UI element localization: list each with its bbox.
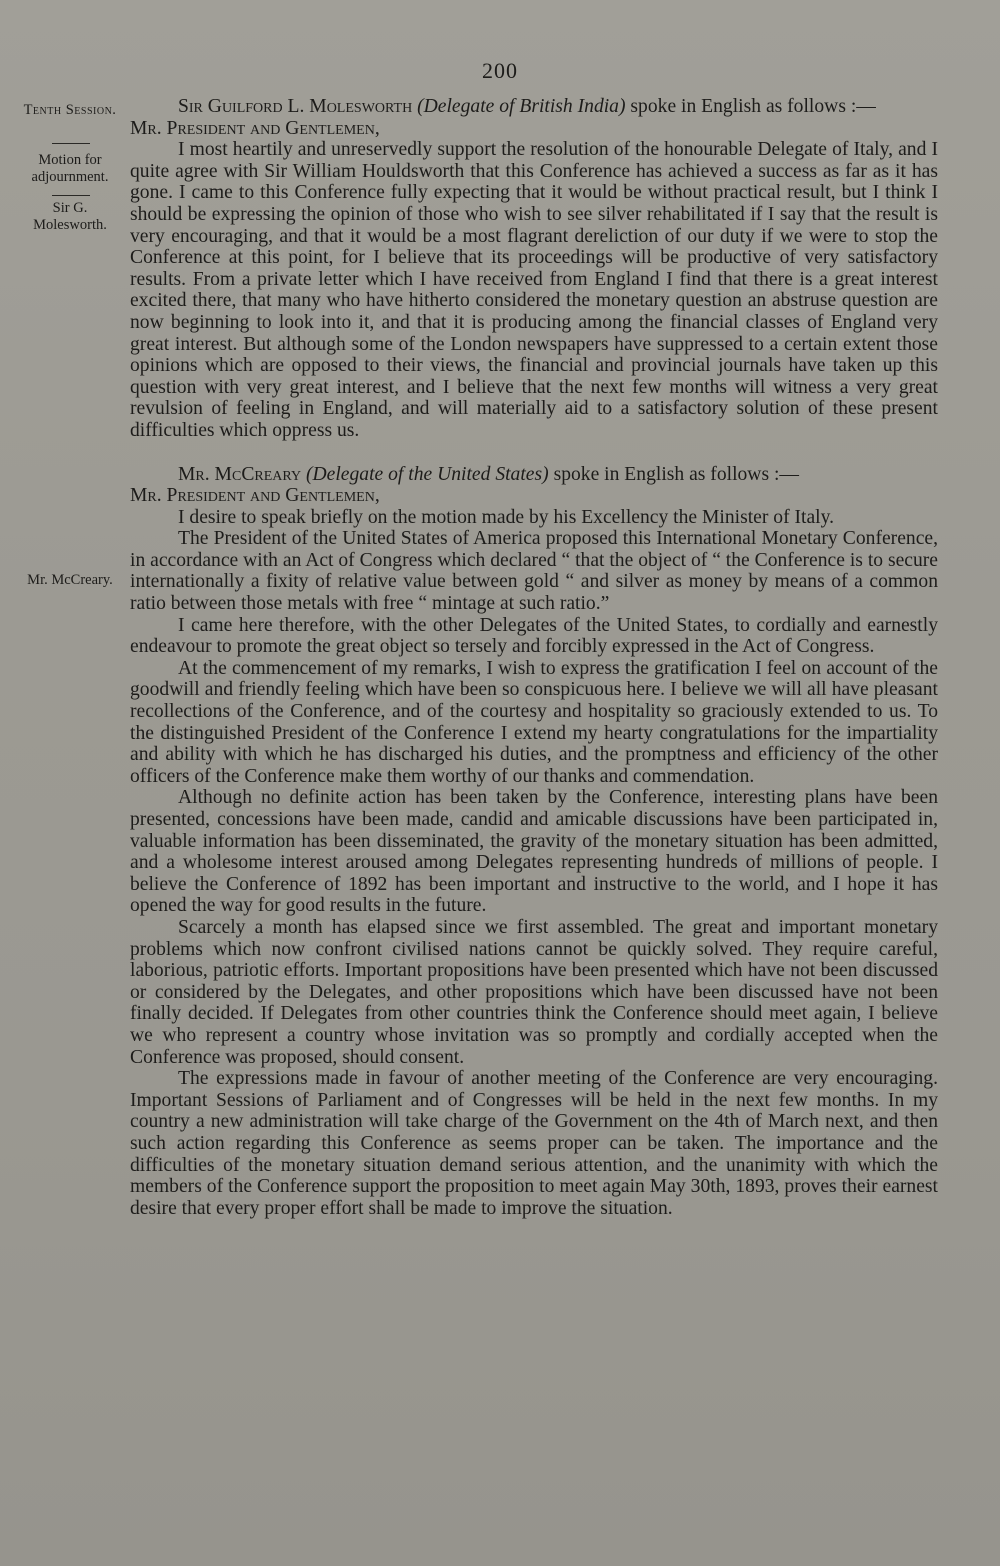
paragraph: Scarcely a month has elapsed since we first assembled. The great and important monetary problems which now confront civilised nations cannot be quickly solved. They require careful, laborious, patriotic efforts. Important propositions have been presented which have not been discussed or considered by the Delegates, and other propositions which have been discussed have not been finally decided. If Delegates from other countries think the Conference should meet again, I believe we who represent a country whose invitation was so promptly and cordially accepted when the Conference was proposed, should consent. [130,916,938,1068]
page-number: 200 [482,58,518,83]
margin-note-session [18,102,122,119]
margin-note-motion [18,152,122,186]
margin-note-mccreary [18,572,122,589]
speaker-name: Mr. McCreary [178,463,302,485]
speaker-intro-tail: spoke in English as follows :— [553,463,800,485]
margin-note-molesworth [18,200,122,234]
paragraph: I came here therefore, with the other Delegates of the United States, to cordially and earnestly endeavour to promote the great object so tersely and forcibly expressed in the Act of Congress. [130,614,938,658]
paragraph: Although no definite action has been taken by the Conference, interesting plans have been presented, concessions have been made, candid and amicable discussions have been participated in, valuable information has been disseminated, the gravity of the monetary situation has been admitted, and a wholesome interest aroused among Delegates representing hundreds of millions of people. I believe the Conference of 1892 has been important and instructive to the world, and I hope it has opened the way for good results in the future. [130,787,938,917]
salutation: Mr. President and Gentlemen, [130,117,380,139]
paragraph: The President of the United States of America proposed this International Monetary Conference, in accordance with an Act of Congress which declared “ that the object of “ the Conference is to secure internationally a fixity of relative value between gold “ and silver as money by means of a common ratio between those metals with free “ mintage at such ratio.” [130,528,938,615]
speaker-name: Sir Guilford L. Molesworth [178,96,413,117]
margin-note-mccreary-text: Mr. McCreary. [27,572,113,588]
main-text [130,96,938,1219]
margin-rule [52,195,90,196]
speaker-role: (Delegate of British India) [417,96,626,117]
paragraph: The expressions made in favour of another meeting of the Conference are very encouraging. Important Sessions of Parliament and of Congresses will be held in the next few months. In my country a new administration will take charge of the Government on the 4th of March next, and then such action regarding this Conference as seems proper can be taken. The importance and the difficulties of the monetary situation demand serious attention, and the unanimity with which the members of the Conference support the proposition to meet again May 30th, 1893, proves their earnest desire that every proper effort shall be made to improve the situation. [130,1068,938,1219]
speaker-intro [130,96,938,118]
margin-note-motion-text: Motion for adjournment. [31,152,109,185]
paragraph: I most heartily and unreservedly support the resolution of the honourable Delegate of Italy, and I quite agree with Sir William Houldsworth that this Conference has achieved a success as far as it has gone. I came to this Conference fully expecting that it would be without practical result, but I think I should be expressing the opinion of those who wish to see silver rehabilitated if I say that the result is very encouraging, and that it would be a most flagrant dereliction of our duty if we were to stop the Conference at this point, for I believe that its proceedings will be productive of very satisfactory results. From a private letter which I have received from England I find that there is a great interest excited there, that many who have hitherto considered the monetary question an abstruse question are now beginning to look into it, and that it is producing among the financial classes of England very great interest. But although some of the London newspapers have suppressed to a certain extent those opinions which are opposed to their views, the financial and provincial journals have taken up this question with very great interest, and I believe that the next few months will witness a very great revulsion of feeling in England, and will materially aid to a satisfactory solution of these present difficulties which oppress us. [130,139,938,441]
margin-note-session-text: Tenth Session. [23,102,117,118]
salutation: Mr. President and Gentlemen, [130,485,380,507]
speaker-role: (Delegate of the United States) [305,463,549,485]
margin-note-molesworth-text: Sir G. Molesworth. [33,200,107,233]
speech-molesworth [130,96,938,442]
margin-rule [52,143,90,144]
speaker-intro [130,464,938,486]
paragraph: At the commencement of my remarks, I wish to express the gratification I feel on account of the goodwill and friendly feeling which have been so conspicuous here. I believe we will all have pleasant recollections of the Conference, and of the courtesy and hospitality so graciously extended to us. To the distinguished President of the Conference I extend my hearty congratulations for the impartiality and ability with which he has discharged his duties, and the promptness and efficiency of the other officers of the Conference make them worthy of our thanks and commendation. [130,657,938,787]
speaker-intro-tail: spoke in English as follows :— [630,96,876,117]
paragraph: I desire to speak briefly on the motion made by his Excellency the Minister of Italy. [178,506,835,528]
speech-mccreary [130,464,938,1220]
